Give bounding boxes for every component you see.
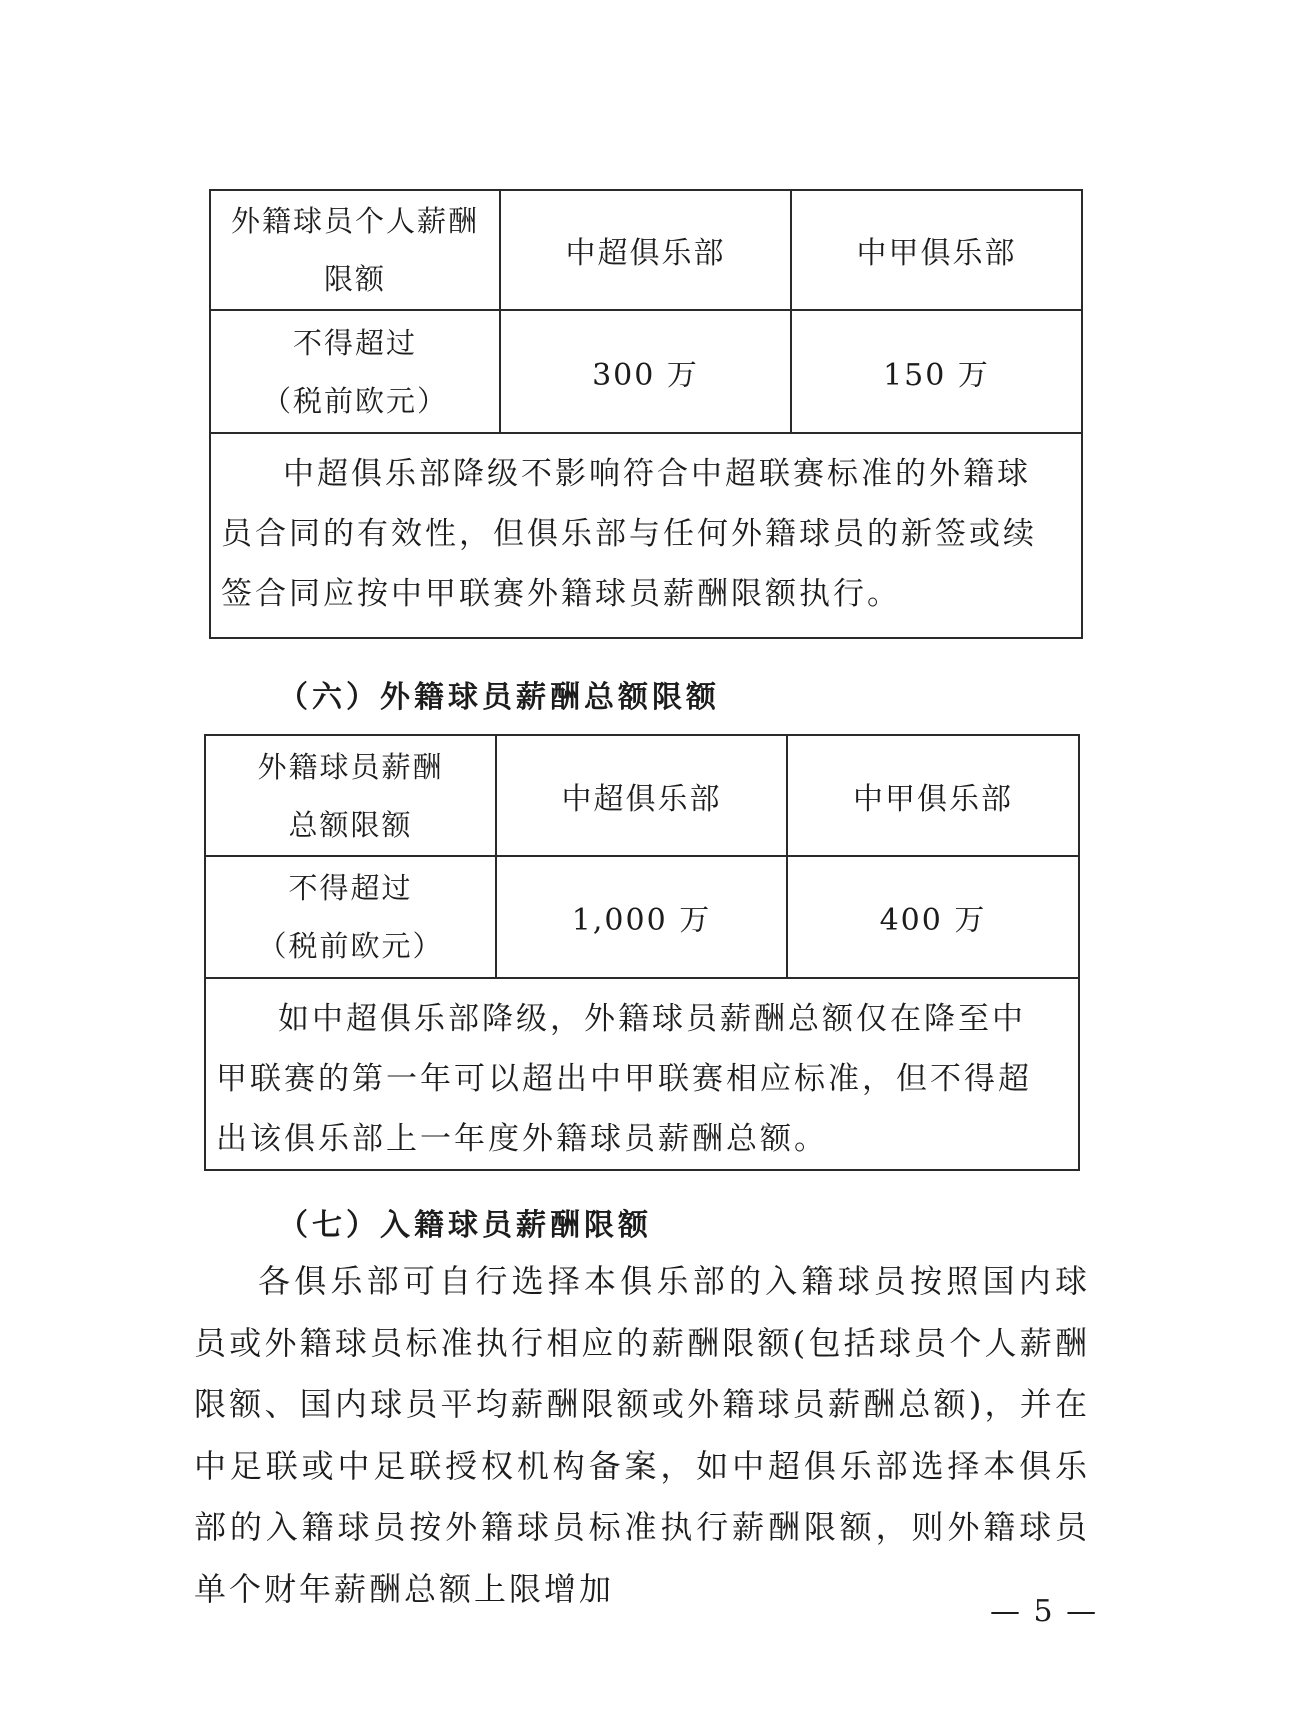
table1-header-china-league-one: 中甲俱乐部	[791, 190, 1082, 310]
section6-heading: （六）外籍球员薪酬总额限额	[278, 680, 720, 715]
table1-value-csl: 300 万	[500, 310, 791, 433]
page-number: — 5 —	[990, 1594, 1099, 1629]
table1-value-china-league-one: 150 万	[791, 310, 1082, 433]
table2-header-label-line2: 总额限额	[288, 807, 413, 842]
table-foreign-player-individual-salary	[209, 189, 1083, 639]
table2-note: 如中超俱乐部降级，外籍球员薪酬总额仅在降至中甲联赛的第一年可以超出中甲联赛相应标准，但不得超出该俱乐部上一年度外籍球员薪酬总额。	[205, 978, 1079, 1170]
table2-header-label-line1: 外籍球员薪酬	[257, 749, 444, 784]
table2-header-csl: 中超俱乐部	[496, 735, 787, 856]
section7-heading: （七）入籍球员薪酬限额	[278, 1208, 652, 1243]
table1-header-label: 外籍球员个人薪酬限额	[210, 190, 500, 310]
section7-body: 各俱乐部可自行选择本俱乐部的入籍球员按照国内球员或外籍球员标准执行相应的薪酬限额(包括球员个人薪酬限额、国内球员平均薪酬限额或外籍球员薪酬总额)，并在中足联或中足联授权机构备案，如中超俱乐部选择本俱乐部的入籍球员按外籍球员标准执行薪酬限额，则外籍球员单个财年薪酬总额上限增加	[194, 1262, 1090, 1608]
table2-row-label	[205, 856, 496, 978]
table1-row-label-line1: 不得超过	[292, 325, 417, 360]
table-foreign-player-total-salary	[204, 734, 1080, 1171]
table1-header-csl: 中超俱乐部	[500, 190, 791, 310]
table1-row-label	[210, 310, 500, 433]
table2-value-china-league-one: 400 万	[787, 856, 1079, 978]
table2-header-china-league-one: 中甲俱乐部	[787, 735, 1079, 856]
table1-row-label-line2: （税前欧元）	[261, 383, 448, 418]
table2-row-label-line1: 不得超过	[288, 871, 413, 905]
table2-row-label-line2: （税前欧元）	[257, 929, 444, 963]
table2-value-csl: 1,000 万	[496, 856, 787, 978]
table1-note: 中超俱乐部降级不影响符合中超联赛标准的外籍球员合同的有效性，但俱乐部与任何外籍球员的新签或续签合同应按中甲联赛外籍球员薪酬限额执行。	[210, 433, 1082, 638]
table2-header-label	[205, 735, 496, 856]
